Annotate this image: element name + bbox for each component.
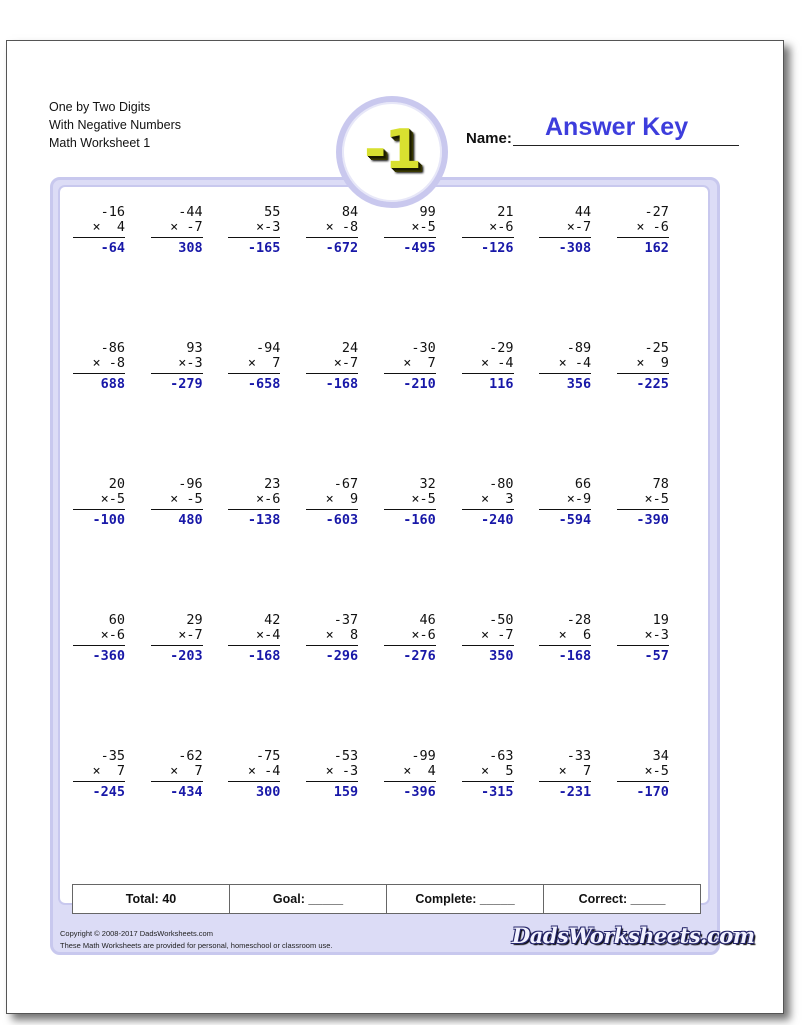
answer: 116	[489, 376, 514, 392]
answer: -57	[644, 648, 669, 664]
problem	[617, 205, 669, 257]
multiplicand: -63	[489, 748, 514, 764]
multiplier: ×-7	[151, 628, 203, 646]
problem	[151, 205, 203, 257]
name-line	[513, 145, 739, 146]
problem	[384, 341, 436, 393]
problem	[151, 749, 203, 801]
problem	[539, 205, 591, 257]
multiplier: × 8	[306, 628, 358, 646]
multiplier: × 7	[539, 764, 591, 782]
answer: -168	[558, 648, 592, 664]
answer: 159	[333, 784, 359, 800]
problem	[228, 749, 280, 801]
multiplier: ×-5	[73, 492, 125, 510]
multiplier: × 4	[384, 764, 436, 782]
answer: -126	[480, 240, 514, 256]
header-line-3: Math Worksheet 1	[49, 136, 151, 150]
problem	[306, 477, 358, 529]
problem	[384, 613, 436, 665]
usage-text: These Math Worksheets are provided for personal, homeschool or classroom use.	[60, 941, 333, 950]
problem	[306, 613, 358, 665]
answer: -170	[636, 784, 669, 800]
answer: -276	[403, 648, 436, 664]
multiplicand: -28	[566, 612, 592, 628]
multiplicand: -37	[333, 612, 359, 628]
problem	[539, 749, 591, 801]
multiplier: × 7	[151, 764, 203, 782]
answer: -315	[480, 784, 514, 800]
answer: 480	[178, 512, 203, 528]
problem	[384, 477, 436, 529]
multiplier: ×-5	[617, 492, 669, 510]
multiplicand: 42	[264, 612, 281, 628]
copyright-text: Copyright © 2008-2017 DadsWorksheets.com	[60, 929, 213, 938]
multiplier: × -4	[228, 764, 280, 782]
multiplicand: 99	[419, 204, 436, 220]
multiplier: × 7	[384, 356, 436, 374]
answer: -245	[92, 784, 125, 800]
multiplier: × 4	[73, 220, 125, 238]
brand-logo: DadsWorksheets.com	[512, 923, 755, 948]
answer: -138	[247, 512, 281, 528]
answer: -225	[636, 376, 669, 392]
answer: 688	[100, 376, 125, 392]
multiplier: × 6	[539, 628, 591, 646]
multiplicand: 32	[419, 476, 436, 492]
problem	[73, 341, 125, 393]
multiplier: ×-3	[617, 628, 669, 646]
multiplier: ×-6	[73, 628, 125, 646]
problem	[462, 205, 514, 257]
goal-cell: Goal: _____	[230, 885, 387, 913]
problem	[228, 341, 280, 393]
level-badge-text: -1	[364, 117, 420, 181]
multiplicand: -30	[411, 340, 436, 356]
answer: -603	[325, 512, 359, 528]
multiplier: × -4	[462, 356, 514, 374]
answer: -672	[325, 240, 359, 256]
correct-cell: Correct: _____	[578, 892, 666, 906]
multiplicand: 93	[186, 340, 203, 356]
multiplicand: -80	[489, 476, 514, 492]
multiplier: × -6	[617, 220, 669, 238]
answer: -296	[325, 648, 359, 664]
multiplier: × 9	[306, 492, 358, 510]
complete-cell: Complete: _____	[387, 885, 544, 913]
problem	[151, 341, 203, 393]
multiplicand: -27	[644, 204, 669, 220]
answer: -168	[325, 376, 359, 392]
multiplier: × -8	[306, 220, 358, 238]
multiplicand: -67	[333, 476, 359, 492]
multiplier: × -7	[151, 220, 203, 238]
problem	[73, 205, 125, 257]
problem	[306, 341, 358, 393]
answer: -100	[92, 512, 125, 528]
multiplicand: -86	[100, 340, 125, 356]
multiplicand: -35	[100, 748, 125, 764]
multiplicand: 20	[108, 476, 125, 492]
multiplicand: 60	[108, 612, 125, 628]
answer: -240	[480, 512, 514, 528]
multiplicand: 55	[264, 204, 281, 220]
answer: 162	[644, 240, 669, 256]
multiplier: × 7	[73, 764, 125, 782]
multiplicand: 84	[341, 204, 359, 220]
problem	[462, 749, 514, 801]
multiplier: ×-5	[617, 764, 669, 782]
multiplier: ×-6	[228, 492, 280, 510]
answer: -64	[100, 240, 125, 256]
multiplicand: 46	[419, 612, 436, 628]
multiplicand: -44	[178, 204, 203, 220]
answer: -594	[558, 512, 592, 528]
worksheet-header	[49, 98, 181, 152]
problem	[617, 613, 669, 665]
problem	[228, 613, 280, 665]
level-badge	[336, 96, 448, 208]
stats-bar	[72, 884, 701, 914]
problem	[384, 205, 436, 257]
answer: -160	[403, 512, 436, 528]
problem	[617, 341, 669, 393]
multiplier: ×-9	[539, 492, 591, 510]
problem	[462, 341, 514, 393]
problem	[384, 749, 436, 801]
multiplier: ×-7	[306, 356, 358, 374]
multiplicand: -89	[566, 340, 592, 356]
multiplicand: -53	[333, 748, 359, 764]
multiplicand: -75	[256, 748, 281, 764]
multiplier: × 9	[617, 356, 669, 374]
answer: -658	[247, 376, 281, 392]
answer: -434	[170, 784, 203, 800]
answer: -396	[403, 784, 436, 800]
problem	[306, 749, 358, 801]
multiplier: × -8	[73, 356, 125, 374]
multiplicand: -33	[566, 748, 592, 764]
problem	[228, 477, 280, 529]
name-label: Name:	[466, 130, 512, 147]
answer: -360	[92, 648, 125, 664]
answer: -165	[247, 240, 281, 256]
problem	[73, 749, 125, 801]
multiplicand: 19	[652, 612, 669, 628]
problem	[462, 477, 514, 529]
multiplicand: -94	[256, 340, 281, 356]
multiplier: ×-6	[384, 628, 436, 646]
multiplicand: -96	[178, 476, 203, 492]
multiplicand: 66	[574, 476, 592, 492]
multiplier: × 7	[228, 356, 280, 374]
multiplier: × 5	[462, 764, 514, 782]
multiplier: × -5	[151, 492, 203, 510]
problem	[228, 205, 280, 257]
multiplier: ×-3	[151, 356, 203, 374]
answer: -203	[170, 648, 203, 664]
multiplicand: 29	[186, 612, 203, 628]
multiplier: × -7	[462, 628, 514, 646]
multiplier: ×-5	[384, 492, 436, 510]
problems-frame	[50, 177, 720, 955]
multiplier: ×-7	[539, 220, 591, 238]
answer: 300	[256, 784, 281, 800]
multiplier: ×-6	[462, 220, 514, 238]
problem	[151, 613, 203, 665]
multiplier: ×-5	[384, 220, 436, 238]
problem	[617, 749, 669, 801]
multiplicand: -50	[489, 612, 514, 628]
answer: 350	[489, 648, 514, 664]
problem	[306, 205, 358, 257]
multiplicand: -25	[644, 340, 669, 356]
total-cell: Total: 40	[73, 885, 230, 913]
multiplicand: -29	[489, 340, 514, 356]
multiplicand: -62	[178, 748, 203, 764]
header-line-1: One by Two Digits	[49, 100, 151, 114]
answer: -168	[247, 648, 281, 664]
multiplier: ×-3	[228, 220, 280, 238]
multiplicand: 21	[497, 204, 514, 220]
problem	[73, 477, 125, 529]
multiplicand: 23	[264, 476, 281, 492]
multiplicand: 78	[652, 476, 669, 492]
answer: -390	[636, 512, 669, 528]
multiplicand: 44	[574, 204, 592, 220]
answer: -495	[403, 240, 436, 256]
answer: 308	[178, 240, 203, 256]
answer: 356	[566, 376, 592, 392]
multiplicand: -99	[411, 748, 436, 764]
multiplier: × 3	[462, 492, 514, 510]
header-line-2: With Negative Numbers	[49, 118, 181, 132]
problem	[539, 341, 591, 393]
multiplicand: 24	[341, 340, 359, 356]
problem	[151, 477, 203, 529]
multiplier: × -3	[306, 764, 358, 782]
problem	[539, 477, 591, 529]
multiplicand: 34	[652, 748, 669, 764]
problem	[539, 613, 591, 665]
problem	[617, 477, 669, 529]
answer: -279	[170, 376, 203, 392]
multiplier: × -4	[539, 356, 591, 374]
answer: -308	[558, 240, 592, 256]
answer: -231	[558, 784, 592, 800]
answer: -210	[403, 376, 436, 392]
problem	[73, 613, 125, 665]
multiplicand: -16	[100, 204, 125, 220]
answer-key-title: Answer Key	[545, 113, 689, 141]
problem	[462, 613, 514, 665]
multiplier: ×-4	[228, 628, 280, 646]
